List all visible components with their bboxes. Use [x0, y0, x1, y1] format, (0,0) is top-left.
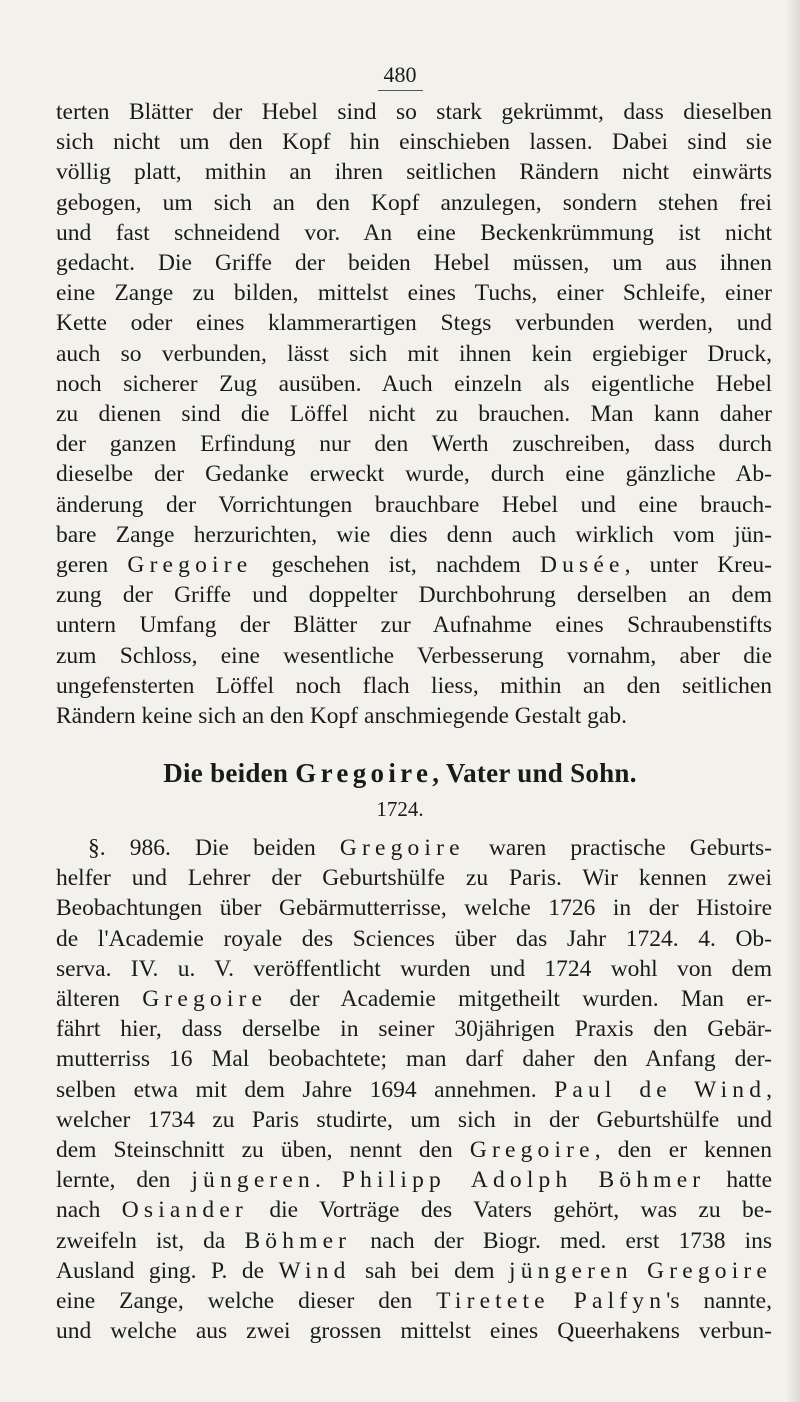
spaced-name: Gregoire	[339, 835, 465, 861]
spaced-name: Böhmer	[244, 1227, 352, 1254]
text-line: dem Steinschnitt zu üben, nennt den Gregoire, den er kennen	[56, 1137, 772, 1164]
text-line: zum Schloss, eine wesentliche Verbesserung vornahm, aber die	[56, 642, 772, 669]
text-line: §. 986. Die beiden Gregoire waren practische Geburts-	[88, 835, 772, 861]
text-line: gebogen, um sich an den Kopf anzulegen, sondern stehen frei	[56, 189, 772, 216]
text-line: helfer und Lehrer der Geburtshülfe zu Paris. Wir kennen zwei	[56, 865, 772, 892]
text-line: gedacht. Die Griffe der beiden Hebel müssen, um aus ihnen	[56, 250, 772, 277]
text-line: dieselbe der Gedanke erweckt wurde, durch eine gänzliche Ab-	[56, 461, 772, 488]
text-line: sich nicht um den Kopf hin einschieben lassen. Dabei sind sie	[56, 129, 772, 156]
page-number-text: 480	[378, 62, 423, 91]
text-line: terten Blätter der Hebel sind so stark gekrümmt, dass dieselben	[56, 99, 772, 125]
text-line: lernte, den jüngeren. Philipp Adolph Böhmer hatte	[56, 1167, 772, 1194]
section-heading-suffix: , Vater und Sohn.	[432, 758, 637, 788]
text-line: Rändern keine sich an den Kopf anschmiegende Gestalt gab.	[56, 703, 627, 730]
text-line: serva. IV. u. V. veröffentlicht wurden und 1724 wohl von dem	[56, 955, 772, 982]
spaced-name: jüngeren	[191, 1167, 315, 1194]
text-line: und welche aus zwei grossen mittelst eines Queerhakens verbun-	[56, 1318, 772, 1345]
text-line: fährt hier, dass derselbe in seiner 30jährigen Praxis den Gebär-	[56, 1016, 772, 1043]
section-year: 1724.	[376, 797, 424, 821]
section-heading-prefix: Die beiden	[163, 758, 296, 788]
section-heading-name: Gregoire	[295, 758, 433, 788]
spaced-name: Gregoire	[647, 1257, 773, 1284]
spaced-name: Gregoire	[127, 552, 253, 579]
text-line: welcher 1734 zu Paris studirte, um sich in der Geburtshülfe und	[56, 1106, 772, 1133]
spaced-name: Palfyn	[573, 1288, 667, 1315]
text-line: und fast schneidend vor. An eine Beckenkrümmung ist nicht	[56, 219, 772, 246]
text-line: bare Zange herzurichten, wie dies denn auch wirklich vom jün-	[56, 521, 772, 548]
text-line: de l'Academie royale des Sciences über das Jahr 1724. 4. Ob-	[56, 925, 772, 952]
text-line: untern Umfang der Blätter zur Aufnahme eines Schraubenstifts	[56, 612, 772, 639]
text-line: mutterriss 16 Mal beobachtete; man darf daher den Anfang der-	[56, 1046, 772, 1073]
spaced-name: Gregoire	[469, 1137, 595, 1164]
spaced-name: Paul de Wind	[554, 1076, 767, 1103]
spaced-name: Tiretete	[436, 1288, 550, 1315]
text-line: Beobachtungen über Gebärmutterrisse, welche 1726 in der Histoire	[56, 895, 772, 922]
spaced-name: Dusée	[540, 552, 625, 579]
body-paragraph-continued	[56, 97, 772, 731]
page-number	[0, 62, 800, 91]
text-line: nach Osiander die Vorträge des Vaters gehört, was zu be-	[56, 1197, 772, 1224]
text-line: zu dienen sind die Löffel nicht zu brauchen. Man kann daher	[56, 401, 772, 428]
text-line: noch sicherer Zug ausüben. Auch einzeln als eigentliche Hebel	[56, 370, 772, 397]
text-line: Kette oder eines klammerartigen Stegs verbunden werden, und	[56, 310, 772, 337]
text-line: ungefensterten Löffel noch flach liess, mithin an den seitlichen	[56, 672, 772, 699]
text-line: eine Zange, welche dieser den Tiretete Palfyn's nannte,	[56, 1288, 772, 1315]
spaced-name: Philipp Adolph Böhmer	[341, 1167, 706, 1194]
text-line: älteren Gregoire der Academie mitgetheilt wurden. Man er-	[56, 986, 772, 1013]
text-line: zweifeln ist, da Böhmer nach der Biogr. med. erst 1738 ins	[56, 1227, 772, 1254]
page-edge-shadow	[786, 0, 800, 1402]
section-heading	[0, 758, 800, 789]
text-line: eine Zange zu bilden, mittelst eines Tuchs, einer Schleife, einer	[56, 280, 772, 307]
text-line: Ausland ging. P. de Wind sah bei dem jüngeren Gregoire	[56, 1257, 773, 1284]
text-line: auch so verbunden, lässt sich mit ihnen kein ergiebiger Druck,	[56, 340, 772, 367]
spaced-name: jüngeren	[509, 1257, 633, 1284]
spaced-name: Osiander	[121, 1197, 248, 1224]
text-line: zung der Griffe und doppelter Durchbohrung derselben an dem	[56, 582, 772, 609]
text-line: völlig platt, mithin an ihren seitlichen Rändern nicht einwärts	[56, 159, 772, 186]
spaced-name: Gregoire	[142, 986, 268, 1013]
text-line: selben etwa mit dem Jahre 1694 annehmen. Paul de Wind,	[56, 1076, 772, 1103]
spaced-name: Wind	[278, 1257, 351, 1284]
body-paragraph-section-986	[56, 833, 772, 1346]
text-line: geren Gregoire geschehen ist, nachdem Dusée, unter Kreu-	[56, 552, 773, 579]
text-line: der ganzen Erfindung nur den Werth zuschreiben, dass durch	[56, 431, 772, 458]
text-line: änderung der Vorrichtungen brauchbare Hebel und eine brauch-	[56, 491, 772, 518]
